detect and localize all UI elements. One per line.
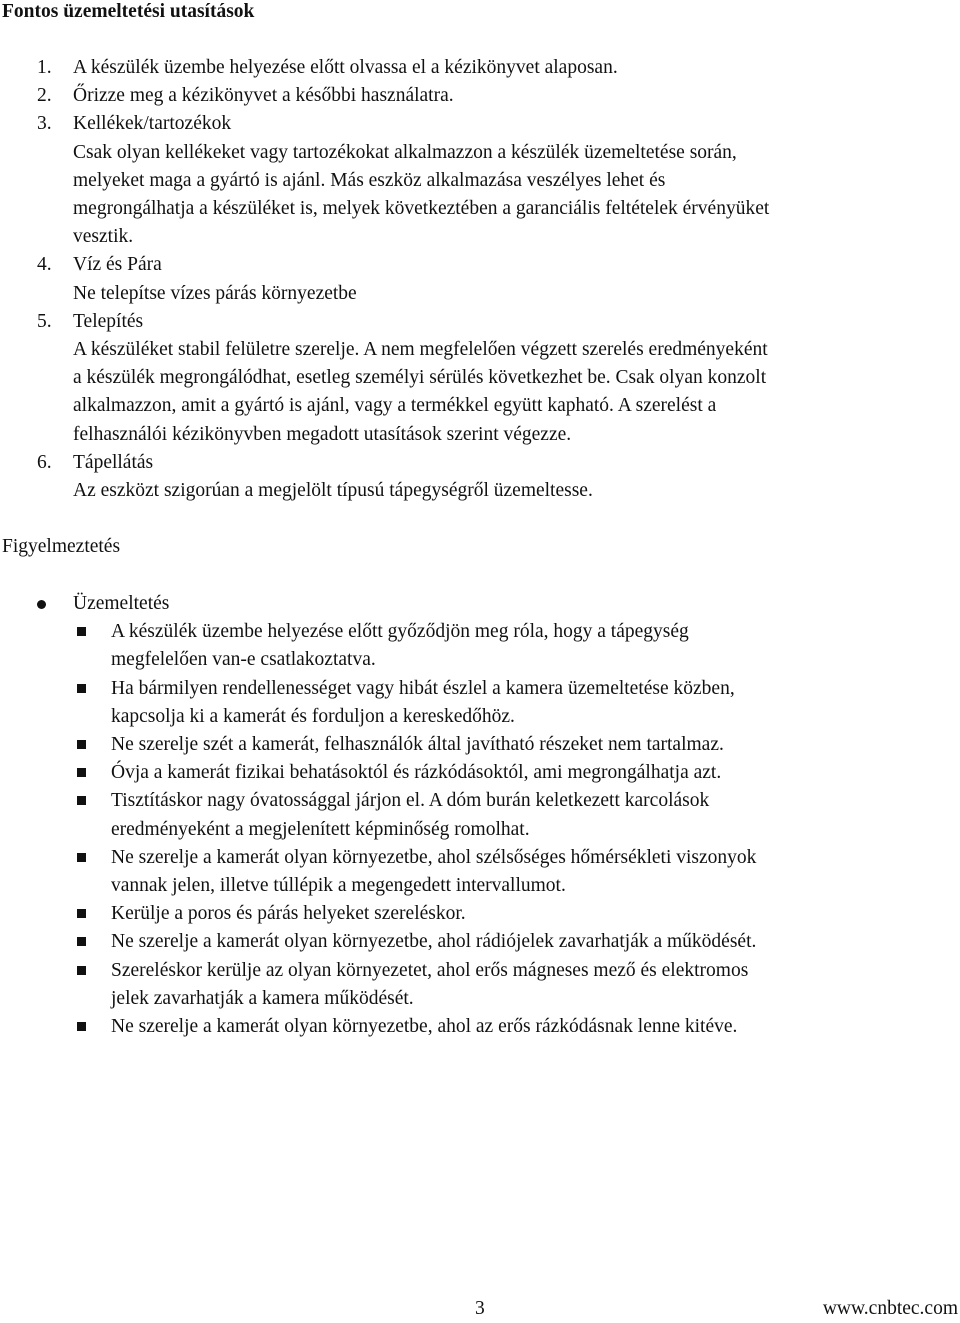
bullet-section xyxy=(37,590,942,1041)
page-number: 3 xyxy=(475,1298,485,1319)
warning-item-2 xyxy=(37,675,942,731)
item-line: Szereléskor kerülje az olyan környezetet, ahol erős mágneses mező és elektromos xyxy=(111,959,749,981)
item-line: Csak olyan kellékeket vagy tartozékokat alkalmazzon a készülék üzemeltetése során, xyxy=(73,141,737,163)
item-line: A készüléket stabil felületre szerelje. A nem megfelelően végzett szerelés eredményeként xyxy=(73,339,768,361)
round-bullet-icon xyxy=(37,600,46,609)
item-line: kapcsolja ki a kamerát és forduljon a kereskedőhöz. xyxy=(111,705,515,727)
item-line: megfelelően van-e csatlakoztatva. xyxy=(111,649,376,671)
list-item-5 xyxy=(37,308,952,449)
item-line: Ha bármilyen rendellenességet vagy hibát észlel a kamera üzemeltetése közben, xyxy=(111,677,735,699)
item-line: a készülék megrongálódhat, esetleg személyi sérülés következhet be. Csak olyan konzolt xyxy=(73,367,767,389)
item-line: A készülék üzembe helyezése előtt győződjön meg róla, hogy a tápegység xyxy=(111,621,689,643)
item-line: eredményeként a megjelenített képminőség romolhat. xyxy=(111,818,530,840)
warning-item-4 xyxy=(37,759,942,787)
warning-item-1 xyxy=(37,618,942,674)
item-number: 2. xyxy=(37,85,52,107)
list-item-3 xyxy=(37,110,952,251)
square-bullet-icon xyxy=(77,966,86,975)
square-bullet-icon xyxy=(77,740,86,749)
item-line: Az eszközt szigorúan a megjelölt típusú tápegységről üzemeltesse. xyxy=(73,480,593,502)
item-line: Ne szerelje a kamerát olyan környezetbe, ahol az erős rázkódásnak lenne kitéve. xyxy=(111,1016,738,1038)
square-bullet-icon xyxy=(77,909,86,918)
item-line: Kerülje a poros és párás helyeket szereléskor. xyxy=(111,903,466,925)
bullet-heading: Üzemeltetés xyxy=(73,593,170,614)
item-line: megrongálhatja a készüléket is, melyek következtében a garanciális feltételek érvényüket xyxy=(73,198,770,220)
list-item-6 xyxy=(37,449,952,505)
item-line: Ne telepítse vízes párás környezetbe xyxy=(73,282,357,304)
item-line: Ne szerelje a kamerát olyan környezetbe, ahol rádiójelek zavarhatják a működését. xyxy=(111,931,757,953)
item-line: alkalmazzon, amit a gyártó is ajánl, vagy a termékkel együtt kapható. A szerelést a xyxy=(73,395,717,417)
square-bullet-icon xyxy=(77,627,86,636)
list-item-4 xyxy=(37,251,952,307)
square-bullet-icon xyxy=(77,796,86,805)
warning-list xyxy=(37,618,942,1041)
item-line: vesztik. xyxy=(73,226,134,248)
item-line: Tisztításkor nagy óvatossággal járjon el. A dóm burán keletkezett karcolások xyxy=(111,790,710,812)
square-bullet-icon xyxy=(77,1022,86,1031)
item-number: 3. xyxy=(37,113,52,135)
item-heading: Telepítés xyxy=(73,310,144,332)
item-heading: Víz és Pára xyxy=(73,254,162,276)
numbered-list xyxy=(37,54,952,505)
item-line: Ne szerelje a kamerát olyan környezetbe, ahol szélsőséges hőmérsékleti viszonyok xyxy=(111,846,757,868)
item-number: 1. xyxy=(37,57,52,78)
warning-item-5 xyxy=(37,787,942,843)
item-number: 6. xyxy=(37,451,52,473)
warning-item-7 xyxy=(37,900,942,928)
warning-item-8 xyxy=(37,928,942,956)
warning-item-10 xyxy=(37,1013,942,1041)
footer-website: www.cnbtec.com xyxy=(822,1298,958,1319)
page-title: Fontos üzemeltetési utasítások xyxy=(2,1,255,22)
item-number: 4. xyxy=(37,254,52,276)
square-bullet-icon xyxy=(77,768,86,777)
warning-heading: Figyelmeztetés xyxy=(2,536,121,557)
item-number: 5. xyxy=(37,310,52,332)
bullet-heading-row xyxy=(37,590,942,618)
item-line: Őrizze meg a kézikönyvet a későbbi használatra. xyxy=(73,85,454,107)
item-line: Ne szerelje szét a kamerát, felhasználók által javítható részeket nem tartalmaz. xyxy=(111,734,724,756)
item-line: felhasználói kézikönyvben megadott utasítások szerint végezze. xyxy=(73,423,572,445)
warning-item-3 xyxy=(37,731,942,759)
item-line: jelek zavarhatják a kamera működését. xyxy=(111,987,414,1009)
item-heading: Kellékek/tartozékok xyxy=(73,113,232,135)
warning-item-9 xyxy=(37,957,942,1013)
list-item-1 xyxy=(37,54,952,82)
item-line: vannak jelen, illetve túllépik a megengedett intervallumot. xyxy=(111,875,566,897)
item-heading: Tápellátás xyxy=(73,451,154,473)
square-bullet-icon xyxy=(77,853,86,862)
item-line: Óvja a kamerát fizikai behatásoktól és rázkódásoktól, ami megrongálhatja azt. xyxy=(111,762,722,784)
warning-item-6 xyxy=(37,844,942,900)
square-bullet-icon xyxy=(77,684,86,693)
item-line: melyeket maga a gyártó is ajánl. Más eszköz alkalmazása veszélyes lehet és xyxy=(73,169,666,191)
list-item-2 xyxy=(37,82,952,110)
square-bullet-icon xyxy=(77,937,86,946)
item-line: A készülék üzembe helyezése előtt olvassa el a kézikönyvet alaposan. xyxy=(73,57,618,78)
